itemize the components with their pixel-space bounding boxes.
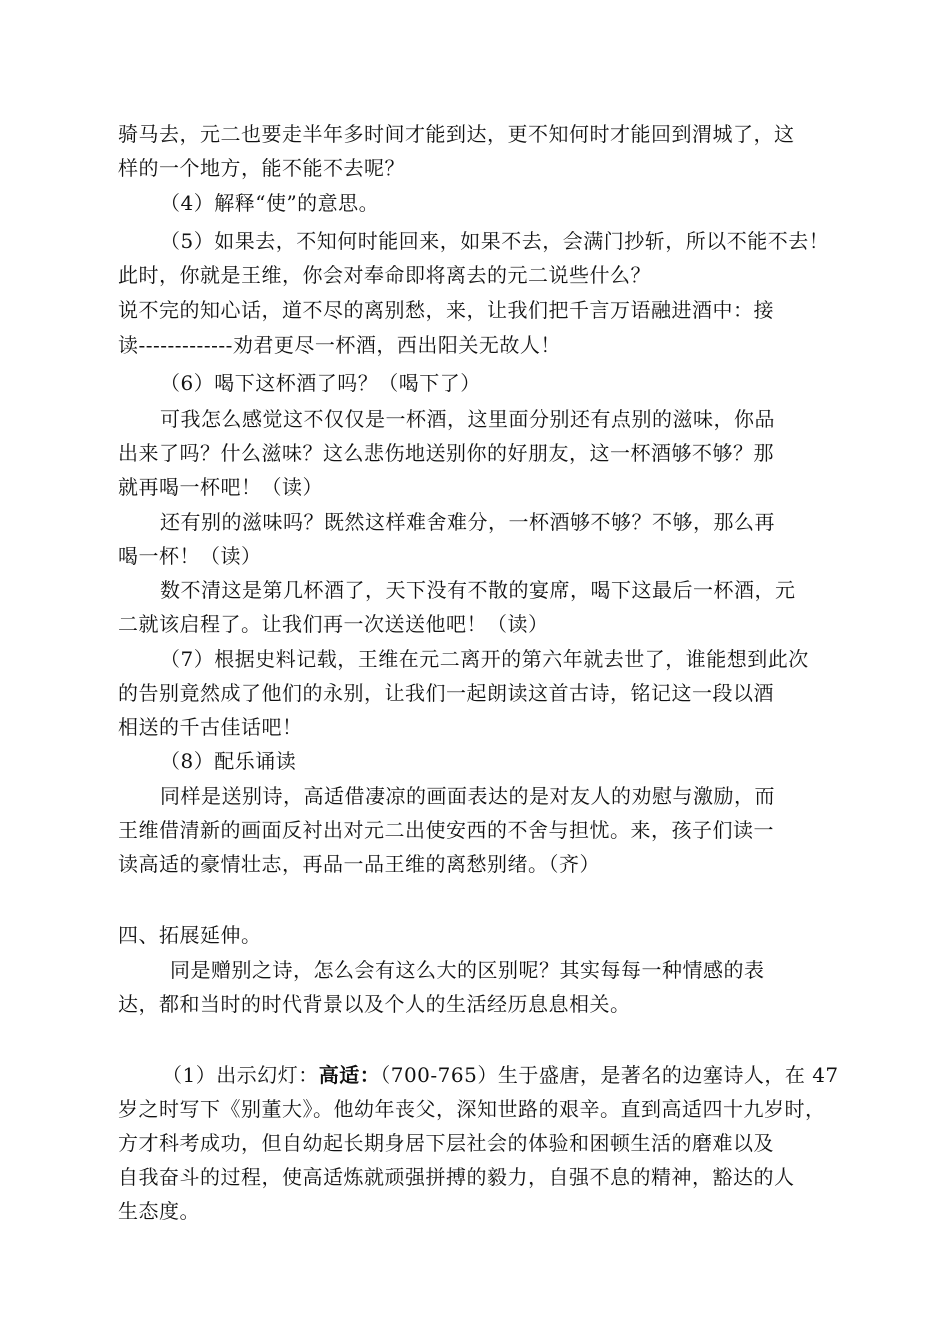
- section-heading: 四、拓展延伸。: [118, 923, 262, 947]
- paragraph-line: 说不完的知心话，道不尽的离别愁，来，让我们把千言万语融进酒中：接: [118, 298, 774, 322]
- paragraph-line: 喝一杯！（读）: [118, 544, 262, 568]
- poet-bio-start: （700-765）生于盛唐，是著名的边塞诗人，在 47: [380, 1063, 839, 1087]
- paragraph-line: 王维借清新的画面反衬出对元二出使安西的不舍与担忧。来，孩子们读一: [118, 818, 774, 842]
- paragraph-line: 出来了吗？什么滋味？这么悲伤地送别你的好朋友，这一杯酒够不够？那: [118, 441, 774, 465]
- step-6-heading: （6）喝下这杯酒了吗？（喝下了）: [160, 371, 481, 395]
- paragraph-line: 还有别的滋味吗？既然这样难舍难分，一杯酒够不够？不够，那么再: [160, 510, 775, 534]
- paragraph-line: （7）根据史料记载，王维在元二离开的第六年就去世了，谁能想到此次: [160, 647, 809, 671]
- paragraph-line: 样的一个地方，能不能不去呢？: [118, 156, 405, 180]
- paragraph-line: 此时，你就是王维，你会对奉命即将离去的元二说些什么？: [118, 263, 651, 287]
- paragraph-line: 数不清这是第几杯酒了，天下没有不散的宴席，喝下这最后一杯酒，元: [160, 578, 796, 602]
- paragraph-line: 自我奋斗的过程，使高适炼就顽强拼搏的毅力，自强不息的精神，豁达的人: [118, 1165, 795, 1189]
- paragraph-line: 的告别竟然成了他们的永别，让我们一起朗读这首古诗，铭记这一段以酒: [118, 681, 774, 705]
- paragraph-line: 方才科考成功，但自幼起长期身居下层社会的体验和困顿生活的磨难以及: [118, 1131, 774, 1155]
- paragraph-line: 读-------------劝君更尽一杯酒，西出阳关无故人！: [118, 333, 561, 357]
- paragraph-line: 岁之时写下《别董大》。他幼年丧父，深知世路的艰辛。直到高适四十九岁时，: [118, 1097, 826, 1121]
- slide-intro-line: [162, 1058, 882, 1092]
- paragraph-line: 生态度。: [118, 1199, 200, 1223]
- step-4-heading: （4）解释“使”的意思。: [160, 191, 380, 215]
- paragraph-line: 相送的千古佳话吧！: [118, 715, 303, 739]
- paragraph-line: 可我怎么感觉这不仅仅是一杯酒，这里面分别还有点别的滋味，你品: [160, 407, 775, 431]
- paragraph-line: 同样是送别诗，高适借凄凉的画面表达的是对友人的劝慰与激励，而: [160, 784, 775, 808]
- paragraph-line: （5）如果去，不知何时能回来，如果不去，会满门抄斩，所以不能不去！: [160, 229, 830, 253]
- poet-name: 高适：: [318, 1063, 381, 1087]
- paragraph-line: 同是赠别之诗，怎么会有这么大的区别呢？其实每每一种情感的表: [170, 958, 765, 982]
- step-8-heading: （8）配乐诵读: [160, 749, 297, 773]
- paragraph-line: 达，都和当时的时代背景以及个人的生活经历息息相关。: [118, 992, 631, 1016]
- paragraph-line: 骑马去，元二也要走半年多时间才能到达，更不知何时才能回到渭城了，这: [118, 122, 795, 146]
- paragraph-line: 读高适的豪情壮志，再品一品王维的离愁别绪。（齐）: [118, 852, 600, 876]
- slide-label: （1）出示幻灯：: [162, 1063, 319, 1087]
- paragraph-line: 就再喝一杯吧！（读）: [118, 475, 323, 499]
- paragraph-line: 二就该启程了。让我们再一次送送他吧！（读）: [118, 612, 549, 636]
